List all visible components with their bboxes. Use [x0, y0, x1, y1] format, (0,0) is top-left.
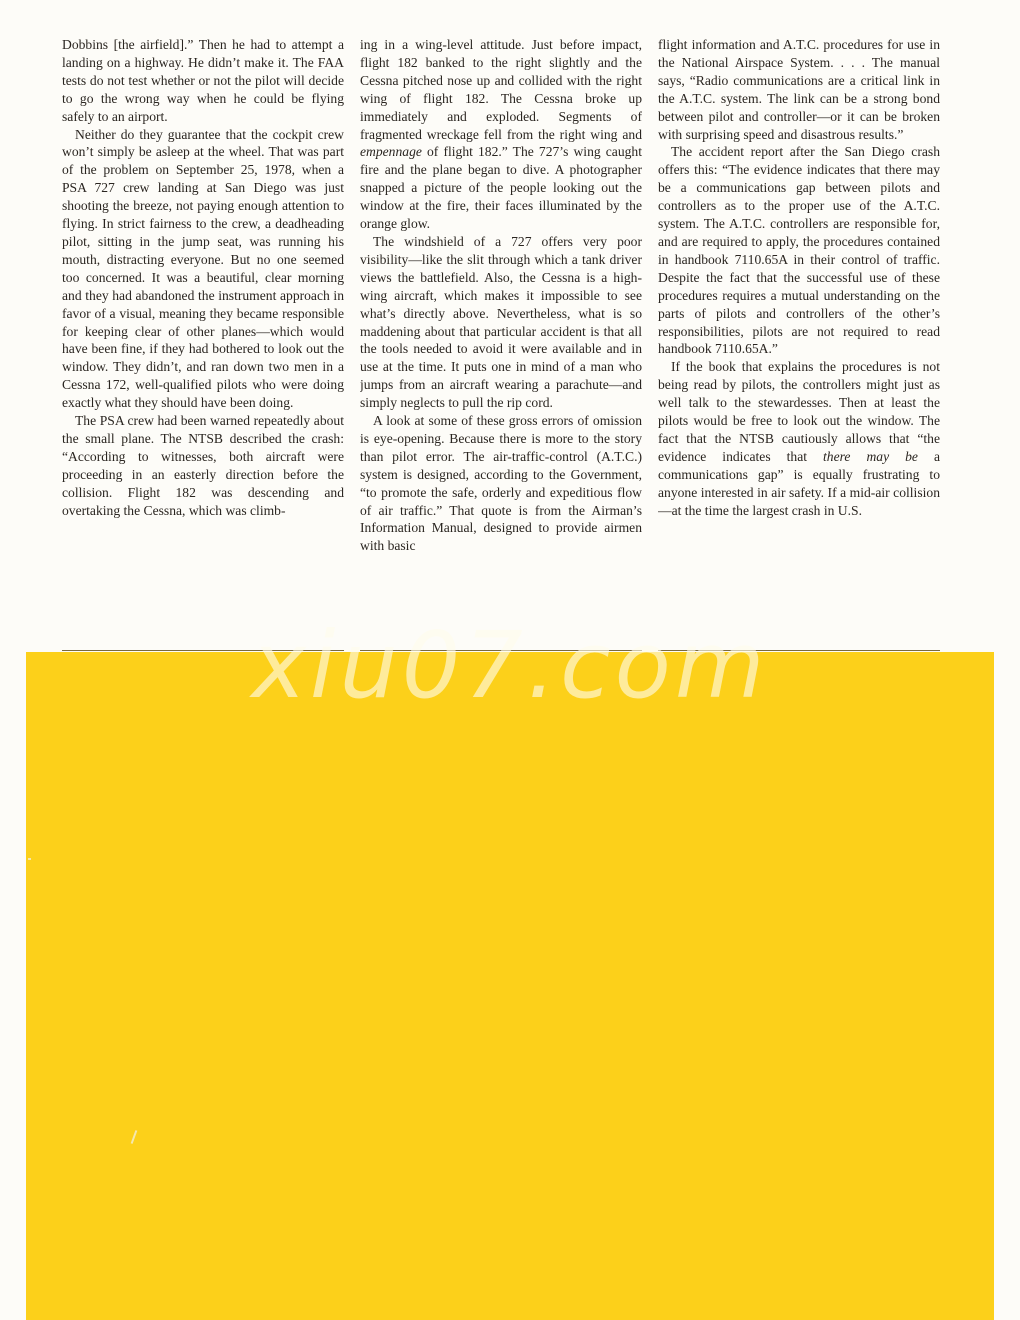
column-rule	[658, 650, 940, 651]
italic-term: empennage	[360, 144, 422, 160]
italic-phrase: there may be	[823, 448, 918, 464]
scan-speck	[28, 858, 31, 860]
article-paragraph	[658, 358, 940, 519]
article-column-3	[658, 36, 940, 648]
article-paragraph: flight information and A.T.C. procedures for use in the National Airspace System. . . . The manual says, “Radio communications are a critical link in the A.T.C. system. The link can be a strong bond between pilot and controller—or it can be broken with surprising speed and disastrous results.”	[658, 37, 940, 142]
article-paragraph: Neither do they guarantee that the cockpit crew won’t simply be asleep at the wheel. That was part of the problem on September 25, 1978, when a PSA 727 crew landing at San Diego was just shooting the breeze, not paying enough attention to flying. In strict fairness to the crew, a deadheading pilot, sitting in the jump seat, was running his mouth, distracting everyone. But no one seemed too concerned. It was a beautiful, clear morning and they had abandoned the instrument approach in favor of a visual, meaning they became responsible for keeping clear of other planes—which would have been fine, if they had bothered to look out the window. They didn’t, and ran down two men in a Cessna 172, well-qualified pilots who were doing exactly what they should have been doing.	[62, 126, 344, 411]
text-run: ing in a wing-level attitude. Just before impact, flight 182 banked to the right slightly and the Cessna pitched nose up and collided with the right wing of flight 182. The Cessna broke up immediately and exploded. Segments of fragmented wreckage fell from the right wing and	[360, 37, 642, 142]
text-run: a communications gap” is equally frustrating to anyone interested in air safety. If a mid-air collision—at the time the largest crash in U.S.	[658, 448, 940, 518]
text-run: If the book that explains the procedures is not being read by pilots, the controllers might just as well talk to the stewardesses. Then at least the pilots would be free to look out the window. The fact that the NTSB cautiously allows that “the evidence indicates that	[658, 359, 940, 464]
article-column-1	[62, 36, 344, 648]
article-paragraph: Dobbins [the airfield].” Then he had to attempt a landing on a highway. He didn’t make it. The FAA tests do not test whether or not the pilot will decide to go the wrong way when he could be flying safely to an airport.	[62, 37, 344, 124]
column-rule	[62, 650, 344, 651]
article-column-2	[360, 36, 642, 648]
watermark: xiu07.com	[251, 612, 769, 719]
text-run: of flight 182.” The 727’s wing caught fire and the plane began to dive. A photographer snapped a picture of the people looking out the window at the fire, their faces illuminated by the orange glow.	[360, 144, 642, 232]
article-columns	[62, 36, 940, 648]
article-paragraph: A look at some of these gross errors of omission is eye-opening. Because there is more to the story than pilot error. The air-traffic-control (A.T.C.) system is designed, according to the Government, “to promote the safe, orderly and expeditious flow of air traffic.” That quote is from the Airman’s Information Manual, designed to provide airmen with basic	[360, 413, 642, 554]
article-paragraph	[360, 36, 642, 233]
article-paragraph: The windshield of a 727 offers very poor visibility—like the slit through which a tank driver views the battlefield. Also, the Cessna is a high-wing aircraft, which makes it impossible to see what’s directly above. Nevertheless, what is so maddening about that particular accident is that all the tools needed to avoid it were available and in use at the time. It puts one in mind of a man who jumps from an aircraft wearing a parachute—and simply neglects to pull the rip cord.	[360, 233, 642, 411]
column-rule	[360, 650, 642, 651]
yellow-ad-block	[26, 652, 994, 1320]
article-paragraph: The accident report after the San Diego crash offers this: “The evidence indicates that there may be a communications gap between pilots and controllers as to the proper use of the A.T.C. system. The A.T.C. controllers are responsible for, and are required to apply, the procedures contained in handbook 7110.65A in their control of traffic. Despite the fact that the successful use of these procedures requires a mutual understanding on the parts of pilots and controllers of the other’s responsibilities, pilots are not required to read handbook 7110.65A.”	[658, 144, 940, 357]
article-paragraph: The PSA crew had been warned repeatedly about the small plane. The NTSB described the crash: “According to witnesses, both aircraft were proceeding in an easterly direction before the collision. Flight 182 was descending and overtaking the Cessna, which was climb-	[62, 413, 344, 518]
